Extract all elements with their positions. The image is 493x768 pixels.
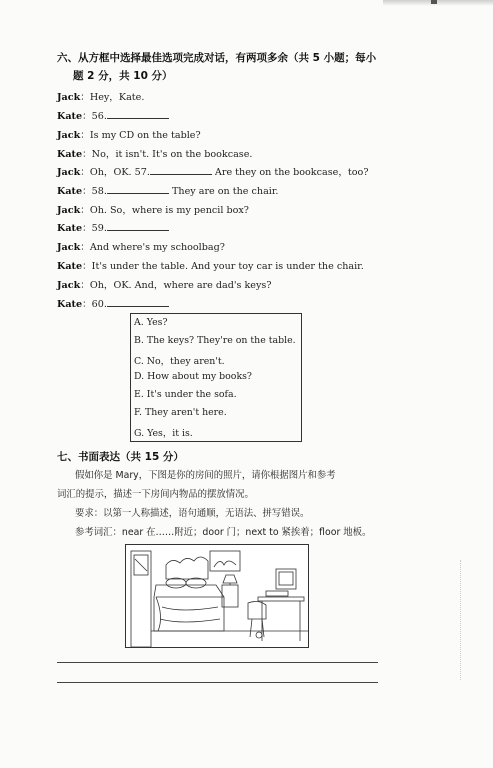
section7-prompt-line2: 词汇的提示，描述一下房间内物品的摆放情况。 xyxy=(57,489,254,500)
dialogue-line xyxy=(57,202,249,216)
speaker-name: Jack xyxy=(57,130,81,141)
option-c: C. No，they aren't. xyxy=(134,356,225,367)
dialogue-line xyxy=(57,183,278,197)
dialogue-line xyxy=(57,239,225,253)
speaker-name: Jack xyxy=(57,167,81,178)
dialogue-line xyxy=(57,108,169,122)
lamp-icon xyxy=(223,575,237,583)
speaker-name: Kate xyxy=(57,261,83,272)
dialogue-text: ：And where's my schoolbag? xyxy=(80,242,225,253)
option-e: E. It's under the sofa. xyxy=(134,389,237,400)
bedroom-picture xyxy=(125,544,309,648)
wall-picture-icon xyxy=(210,551,240,571)
dialogue-text: ：No，it isn't. It's on the bookcase. xyxy=(82,149,253,160)
dialogue-text: ：Is my CD on the table? xyxy=(80,130,201,141)
option-b: B. The keys? They're on the table. xyxy=(134,335,296,346)
dialogue-line xyxy=(57,164,368,178)
options-box xyxy=(130,313,302,442)
option-a: A. Yes? xyxy=(134,317,168,328)
section7-prompt-line1: 假如你是 Mary，下图是你的房间的照片，请你根据图片和参考 xyxy=(75,470,336,481)
section6-title-line1: 六、从方框中选择最佳选项完成对话，有两项多余（共 5 小题；每小 xyxy=(57,52,377,64)
writing-line-2 xyxy=(57,682,378,683)
dialogue-line xyxy=(57,220,169,234)
speaker-name: Kate xyxy=(57,186,83,197)
chair-icon xyxy=(248,601,266,619)
speaker-name: Kate xyxy=(57,223,83,234)
dialogue-text: ：56. xyxy=(82,111,107,122)
dialogue-line xyxy=(57,127,201,141)
scan-noise xyxy=(460,560,487,680)
section6-title-line2: 题 2 分，共 10 分） xyxy=(73,70,173,82)
dialogue-line xyxy=(57,296,169,310)
dialogue-line xyxy=(57,258,364,272)
dialogue-text-after-blank: Are they on the bookcase，too? xyxy=(211,167,369,178)
scan-edge xyxy=(383,0,493,6)
dialogue-text: ：Oh. So，where is my pencil box? xyxy=(80,205,249,216)
section7-title: 七、书面表达（共 15 分） xyxy=(57,451,184,463)
answer-blank[interactable] xyxy=(107,109,169,119)
speaker-name: Jack xyxy=(57,92,81,103)
speaker-name: Jack xyxy=(57,205,81,216)
scan-mark xyxy=(431,0,437,4)
dialogue-text: ：58. xyxy=(82,186,107,197)
dialogue-text-after-blank: They are on the chair. xyxy=(168,186,279,197)
dialogue-text: ：Hey，Kate. xyxy=(80,92,145,103)
section7-vocab: 参考词汇：near 在……附近；door 门；next to 紧挨着；floor 地板。 xyxy=(75,527,372,538)
speaker-name: Kate xyxy=(57,149,83,160)
dialogue-line xyxy=(57,89,144,103)
dialogue-text: ：Oh，OK. 57. xyxy=(80,167,150,178)
answer-blank[interactable] xyxy=(107,184,169,194)
dialogue-text: ：It's under the table. And your toy car is under the chair. xyxy=(82,261,364,272)
writing-line-1 xyxy=(57,662,378,663)
speaker-name: Kate xyxy=(57,111,83,122)
answer-blank[interactable] xyxy=(107,297,169,307)
section7-requirement: 要求：以第一人称描述，语句通顺，无语法、拼写错误。 xyxy=(75,508,310,519)
option-d: D. How about my books? xyxy=(134,371,252,382)
speaker-name: Kate xyxy=(57,299,83,310)
dialogue-text: ：Oh，OK. And，where are dad's keys? xyxy=(80,280,272,291)
headboard xyxy=(166,557,208,579)
answer-blank[interactable] xyxy=(150,165,212,175)
dialogue-line xyxy=(57,146,252,160)
option-g: G. Yes，it is. xyxy=(134,428,193,439)
dialogue-text: ：59. xyxy=(82,223,107,234)
speaker-name: Jack xyxy=(57,242,81,253)
dialogue-text: ：60. xyxy=(82,299,107,310)
option-f: F. They aren't here. xyxy=(134,407,227,418)
answer-blank[interactable] xyxy=(107,221,169,231)
dialogue-line xyxy=(57,277,271,291)
desk-icon xyxy=(258,597,304,601)
speaker-name: Jack xyxy=(57,280,81,291)
